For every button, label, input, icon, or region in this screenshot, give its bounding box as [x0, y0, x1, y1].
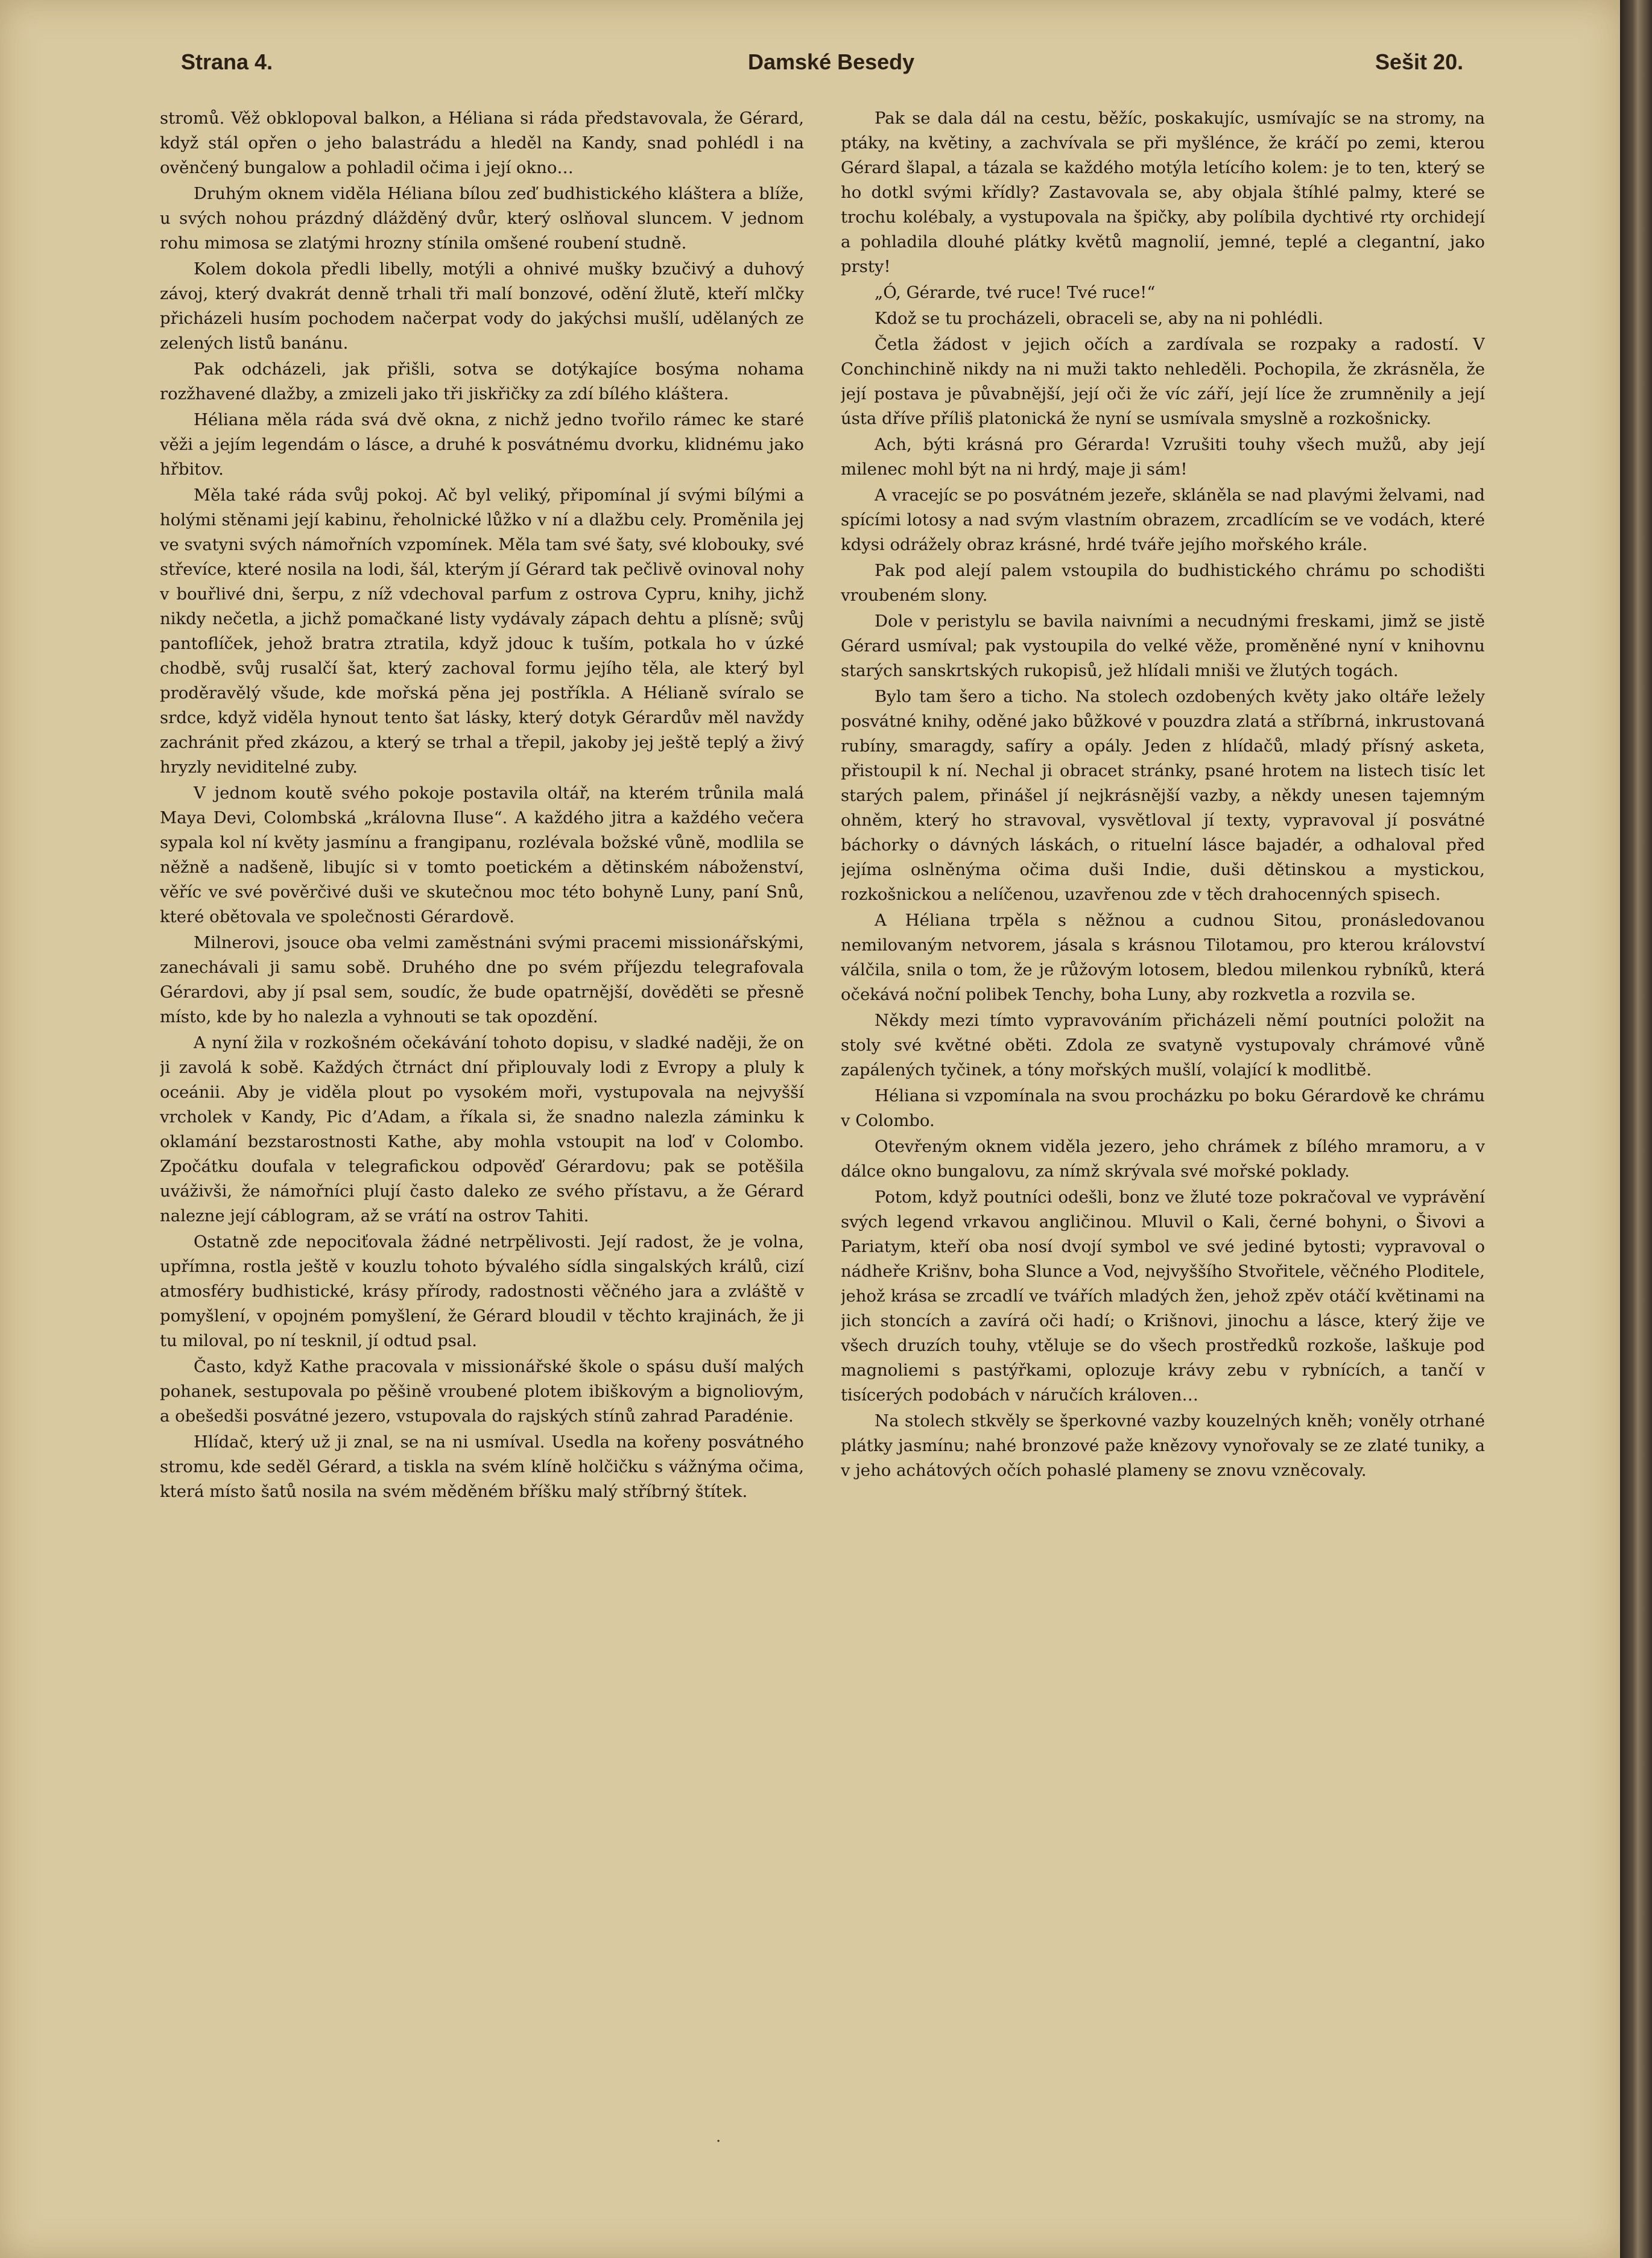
paragraph: Otevřeným oknem viděla jezero, jeho chrámek z bílého mramoru, a v dálce okno bungalovu, za nímž skrývala své mořské poklady.: [841, 1137, 1485, 1181]
paragraph: A nyní žila v rozkošném očekávání tohoto dopisu, v sladké naději, že on ji zavolá k sobě. Každých čtrnáct dní připlouvaly lodi z Evropy a pluly k oceánii. Aby je viděla plout po vysokém moři, vystupovala na nejvyšší vrcholek v Kandy, Pic d’Adam, a říkala si, že snadno nalezla záminku k oklamání bezstarostnosti Kathe, aby mohla vstoupit na loď v Colombo. Zpočátku doufala v telegrafickou odpověď Gérardovu; pak se potěšila uváživši, že námořníci plují často daleko ze svého přístavu, a že Gérard nalezne její cáblogram, až se vrátí na ostrov Tahiti.: [160, 1033, 804, 1225]
paragraph: Pak pod alejí palem vstoupila do budhistického chrámu po schodišti vroubeném slony.: [841, 561, 1485, 605]
paragraph: Kdož se tu procházeli, obraceli se, aby na ni pohlédli.: [875, 309, 1324, 328]
paragraph: Na stolech stkvěly se šperkovné vazby kouzelných kněh; voněly otrhané plátky jasmínu; nahé bronzové paže knězovy vynořovaly se ze zlaté tuniky, a v jeho achátových očích pohaslé plameny se znovu vzněcovaly.: [841, 1411, 1485, 1480]
left-column: [160, 106, 804, 2217]
paragraph: stromů. Věž obklopoval balkon, a Héliana si ráda představovala, že Gérard, když stál opřen o jeho balastrádu a hleděl na Kandy, snad pohlédl i na ověnčený bungalow a pohladil očima i její okno…: [160, 109, 804, 177]
paragraph: Někdy mezi tímto vypravováním přicházeli němí poutníci položit na stoly své květné oběti. Zdola ze svatyně vystupovaly chrámové vůně zapálených tyčinek, a tóny mořských mušlí, volající k modlitbě.: [841, 1011, 1485, 1080]
paragraph: „Ó, Gérarde, tvé ruce! Tvé ruce!“: [875, 283, 1156, 302]
paragraph: Často, když Kathe pracovala v missionářské škole o spásu duší malých pohanek, sestupovala po pěšině vroubené plotem ibiškovým a bignoliovým, a obešedši posvátné jezero, vstupovala do rajských stínů zahrad Paradénie.: [160, 1357, 804, 1426]
paragraph: Měla také ráda svůj pokoj. Ač byl veliký, připomínal jí svými bílými a holými stěnami její kabinu, řeholnické lůžko v ní a dlažbu cely. Proměnila jej ve svatyni svých námořních vzpomínek. Měla tam své šaty, své klobouky, své střevíce, které nosila na lodi, šál, kterým jí Gérard tak pečlivě ovinoval nohy v bouřlivé dni, šerpu, z níž vdechoval parfum z ostrova Cypru, knihy, jichž nikdy nečetla, a jichž pomačkané listy vydávaly zápach dehtu a plísně; svůj pantoflíček, jehož bratra ztratila, když jdouc k tuším, potkala ho v úzké chodbě, svůj rusalčí šat, který zachoval formu jejího těla, ale který byl proděravělý všude, kde mořská pěna jej postříkla. A Hélianě svíralo se srdce, když viděla hynout tento šat lásky, který dotyk Gérardův měl navždy zachránit před zkázou, a který se trhal a třepil, jakoby jej ještě teplý a živý hryzly neviditelné zuby.: [160, 485, 804, 777]
page-header: [0, 49, 1620, 86]
page-number: Strana 4.: [181, 49, 273, 74]
paragraph: Ostatně zde nepociťovala žádné netrpělivosti. Její radost, že je volna, upřímna, rostla ještě v kouzlu tohoto bývalého sídla singalských králů, cizí atmosféry budhistické, krásy přírody, radostnosti věčného jara a zvláště v pomyšlení, v opojném pomyšlení, že Gérard bloudil v těchto krajinách, že ji tu miloval, po ní tesknil, jí odtud psal.: [160, 1232, 804, 1350]
paragraph: Bylo tam šero a ticho. Na stolech ozdobených květy jako oltáře ležely posvátné knihy, oděné jako bůžkové v pouzdra zlatá a stříbrná, inkrustovaná rubíny, smaragdy, safíry a opály. Jeden z hlídačů, mladý přísný asketa, přistoupil k ní. Nechal ji obracet stránky, psané hrotem na listech tisíc let starých palem, přinášel jí nejkrásnější vazby, a někdy unesen tajemným ohněm, který ho stravoval, vysvětloval jí texty, vypravoval jí posvátné báchorky o dávných láskách, o rituelní lásce bajadér, a odhaloval před jejíma oslněnýma očima duši Indie, duši dětinskou a mystickou, rozkošnickou a nelíčenou, uzavřenou zde v těch drahocenných spisech.: [841, 687, 1485, 904]
paragraph: A vracejíc se po posvátném jezeře, skláněla se nad plavými želvami, nad spícími lotosy a nad svým vlastním obrazem, zrcadlícím se ve vodách, které kdysi odrážely obraz krásné, hrdé tváře jejího mořského krále.: [841, 485, 1485, 554]
paragraph: V jednom koutě svého pokoje postavila oltář, na kterém trůnila malá Maya Devi, Colombská „královna Iluse“. A každého jitra a každého večera sypala kol ní květy jasmínu a frangipanu, rozlévala božské vůně, modlila se něžně a nadšeně, libujíc si v tomto poetickém a dětinském náboženství, věříc ve své pověrčivé duši ve skutečnou moc této bohyně Luny, paní Snů, které obětovala ve společnosti Gérardově.: [160, 783, 804, 926]
paragraph: Potom, když poutníci odešli, bonz ve žluté toze pokračoval ve vyprávění svých legend vrkavou angličinou. Mluvil o Kali, černé bohyni, o Šivovi a Pariatym, kteří oba nosí dvojí symbol ve své jediné bytosti; vypravoval o nádheře Krišnv, boha Slunce a Vod, nejvyššího Stvořitele, věčného Ploditele, jehož krása se zrcadlí ve tvářích mladých žen, jehož zpěv otáčí květinami na jich stoncích a zavírá oči hadí; o Krišnovi, jinochu a lásce, který žije ve všech druzích touhy, vtěluje se do všech prostředků rozkoše, laškuje pod magnoliemi s pastýřkami, oplozuje krávy zebu v rybnících, a tančí v tisícerých podobách v náručích královen…: [841, 1188, 1485, 1405]
paragraph: Četla žádost v jejich očích a zardívala se rozpaky a radostí. V Conchinchině nikdy na ni muži takto nehleděli. Pochopila, že zkrásněla, že její postava je půvabnější, její oči že víc září, její líce že zrumněnily a její ústa dříve příliš platonická že nyní se usmívala smyslně a rozkošnicky.: [841, 335, 1485, 428]
magazine-title: Damské Besedy: [748, 49, 915, 74]
paragraph: A Héliana trpěla s něžnou a cudnou Sitou, pronásledovanou nemilovaným netvorem, jásala s krásnou Tilotamou, pro kterou království válčila, snila o tom, že je růžovým lotosem, bledou milenkou rybníků, která očekává noční polibek Tenchy, boha Luny, aby rozkvetla a rozvila se.: [841, 911, 1485, 1004]
paragraph: Milnerovi, jsouce oba velmi zaměstnáni svými pracemi missionářskými, zanechávali ji samu sobě. Druhého dne po svém příjezdu telegrafovala Gérardovi, aby jí psal sem, soudíc, že bude opatrnější, dověděti se přesně místo, kde by ho nalezla a vyhnouti se tak opozdění.: [160, 933, 804, 1026]
issue-number: Sešit 20.: [1375, 49, 1464, 74]
paragraph: Kolem dokola předli libelly, motýli a ohnivé mušky bzučivý a duhový závoj, který dvakrát denně trhali tři malí bonzové, odění žlutě, kteří mlčky přicházeli husím pochodem načerpat vody do jakýchsi mušlí, udělaných ze zelených listů banánu.: [160, 259, 804, 353]
paragraph: Pak se dala dál na cestu, běžíc, poskakujíc, usmívajíc se na stromy, na ptáky, na květiny, a zachvívala se při myšlénce, že kráčí po zemi, kterou Gérard šlapal, a tázala se každého motýla letícího kolem: je to ten, který se ho dotkl svými křídly? Zastavovala se, aby objala štíhlé palmy, které se trochu kolébaly, a vystupovala na špičky, aby políbila dychtivé rty orchidejí a pohladila dlouhé plátky květů magnolií, jemné, teplé a clegantní, jako prsty!: [841, 109, 1485, 276]
paragraph: Hlídač, který už ji znal, se na ni usmíval. Usedla na kořeny posvátného stromu, kde seděl Gérard, a tiskla na svém klíně holčičku s vážnýma očima, která místo šatů nosila na svém měděném bříšku malý stříbrný štítek.: [160, 1432, 804, 1501]
paragraph: Héliana měla ráda svá dvě okna, z nichž jedno tvořilo rámec ke staré věži a jejím legendám o lásce, a druhé k posvátnému dvorku, klidnému jako hřbitov.: [160, 410, 804, 479]
paragraph: Dole v peristylu se bavila naivními a necudnými freskami, jimž se jistě Gérard usmíval; pak vystoupila do velké věže, proměněné nyní v knihovnu starých sanskrtských rukopisů, jež hlídali mniši ve žlutých togách.: [841, 612, 1485, 680]
paragraph: Druhým oknem viděla Héliana bílou zeď budhistického kláštera a blíže, u svých nohou prázdný dlážděný dvůr, který oslňoval sluncem. V jednom rohu mimosa se zlatými hrozny stínila omšené roubení studně.: [160, 184, 804, 253]
paragraph: Ach, býti krásná pro Gérarda! Vzrušiti touhy všech mužů, aby její milenec mohl být na ni hrdý, maje ji sám!: [841, 435, 1485, 479]
book-binding-edge: [1620, 0, 1652, 2258]
paragraph: Pak odcházeli, jak přišli, sotva se dotýkajíce bosýma nohama rozžhavené dlažby, a zmizeli jako tři jiskřičky za zdí bílého kláštera.: [160, 359, 804, 403]
footer-mark: ·: [716, 2133, 721, 2151]
right-column: [841, 106, 1485, 2217]
paragraph: Héliana si vzpomínala na svou procházku po boku Gérardově ke chrámu v Colombo.: [841, 1086, 1485, 1130]
